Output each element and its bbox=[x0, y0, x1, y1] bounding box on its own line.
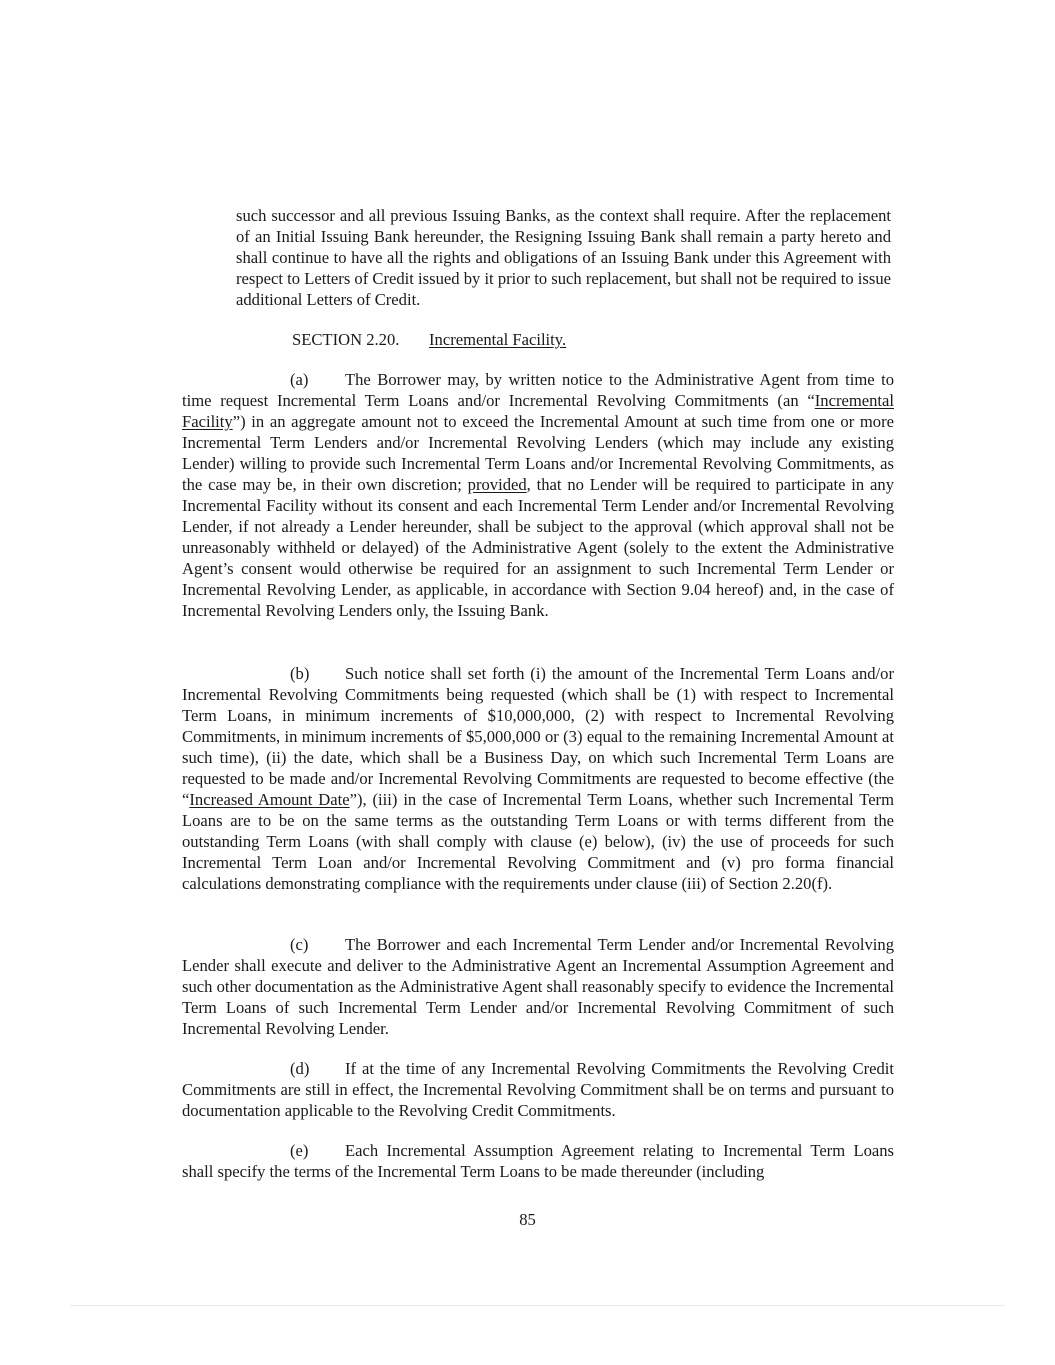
section-heading bbox=[292, 329, 566, 350]
section-number: SECTION 2.20. bbox=[292, 330, 400, 349]
paragraph-label: (e) bbox=[290, 1141, 309, 1160]
paragraph-text: ”) in an aggregate amount not to exceed the Incremental Amount at such time from one or more Incremental Term Lenders and/or Incremental Revolving Lenders (which may include any existing Lender) willing to provide such Incremental Term Loans and/or Incremental Revolving Commitments, as the case may be, in their own discretion; bbox=[182, 412, 894, 494]
paragraph-label: (a) bbox=[290, 370, 309, 389]
paragraph-text: , that no Lender will be required to participate in any Incremental Facility without its consent and each Incremental Term Lender and/or Incremental Revolving Lender, if not already a Lender hereunder, shall be subject to the approval (which approval shall not be unreasonably withheld or delayed) of the Administrative Agent (solely to the extent the Administrative Agent’s consent would otherwise be required for an assignment to such Incremental Term Lender or Incremental Revolving Lender, as applicable, in accordance with Section 9.04 hereof) and, in the case of Incremental Revolving Lenders only, the Issuing Bank. bbox=[182, 475, 894, 620]
defined-term: provided bbox=[467, 475, 527, 494]
paragraph-e bbox=[182, 1140, 894, 1182]
paragraph-c bbox=[182, 934, 894, 1039]
paragraph-b bbox=[182, 663, 894, 894]
paragraph-text: The Borrower and each Incremental Term Lender and/or Incremental Revolving Lender shall execute and deliver to the Administrative Agent an Incremental Assumption Agreement and such other documentation as the Administrative Agent shall reasonably specify to evidence the Incremental Term Loans of such Incremental Term Lender and/or Incremental Revolving Commitment of such Incremental Revolving Lender. bbox=[182, 935, 894, 1038]
page-bottom-divider bbox=[70, 1305, 1005, 1306]
page-number: 85 bbox=[519, 1210, 536, 1229]
paragraph-text: The Borrower may, by written notice to the Administrative Agent from time to time request Incremental Term Loans and/or Incremental Revolving Commitments (an “ bbox=[182, 370, 894, 410]
defined-term: Increased Amount Date bbox=[189, 790, 350, 809]
defined-term: Incremental Facility bbox=[182, 391, 894, 431]
section-title: Incremental Facility. bbox=[429, 330, 567, 349]
paragraph-d bbox=[182, 1058, 894, 1121]
continuation-paragraph: such successor and all previous Issuing Banks, as the context shall require. After the replacement of an Initial Issuing Bank hereunder, the Resigning Issuing Bank shall remain a party hereto and shall continue to have all the rights and obligations of an Issuing Bank under this Agreement with respect to Letters of Credit issued by it prior to such replacement, but shall not be required to issue additional Letters of Credit. bbox=[236, 206, 891, 309]
paragraph-label: (d) bbox=[290, 1059, 310, 1078]
paragraph-text: If at the time of any Incremental Revolving Commitments the Revolving Credit Commitments are still in effect, the Incremental Revolving Commitment shall be on terms and pursuant to documentation applicable to the Revolving Credit Commitments. bbox=[182, 1059, 894, 1120]
paragraph-text: ”), (iii) in the case of Incremental Term Loans, whether such Incremental Term Loans are to be on the same terms as the outstanding Term Loans or with terms different from the outstanding Term Loans (with shall comply with clause (e) below), (iv) the use of proceeds for such Incremental Term Loan and/or Incremental Revolving Commitment and (v) pro forma financial calculations demonstrating compliance with the requirements under clause (iii) of Section 2.20(f). bbox=[182, 790, 894, 893]
paragraph-label: (b) bbox=[290, 664, 310, 683]
paragraph-label: (c) bbox=[290, 935, 309, 954]
paragraph-text: Each Incremental Assumption Agreement relating to Incremental Term Loans shall specify the terms of the Incremental Term Loans to be made thereunder (including bbox=[182, 1141, 894, 1181]
paragraph-a bbox=[182, 369, 894, 621]
paragraph-text: Such notice shall set forth (i) the amount of the Incremental Term Loans and/or Incremental Revolving Commitments being requested (which shall be (1) with respect to Incremental Term Loans, in minimum increments of $10,000,000, (2) with respect to Incremental Revolving Commitments, in minimum increments of $5,000,000 or (3) equal to the remaining Incremental Amount at such time), (ii) the date, which shall be a Business Day, on which such Incremental Term Loans are requested to be made and/or Incremental Revolving Commitments are requested to become effective (the “ bbox=[182, 664, 894, 809]
